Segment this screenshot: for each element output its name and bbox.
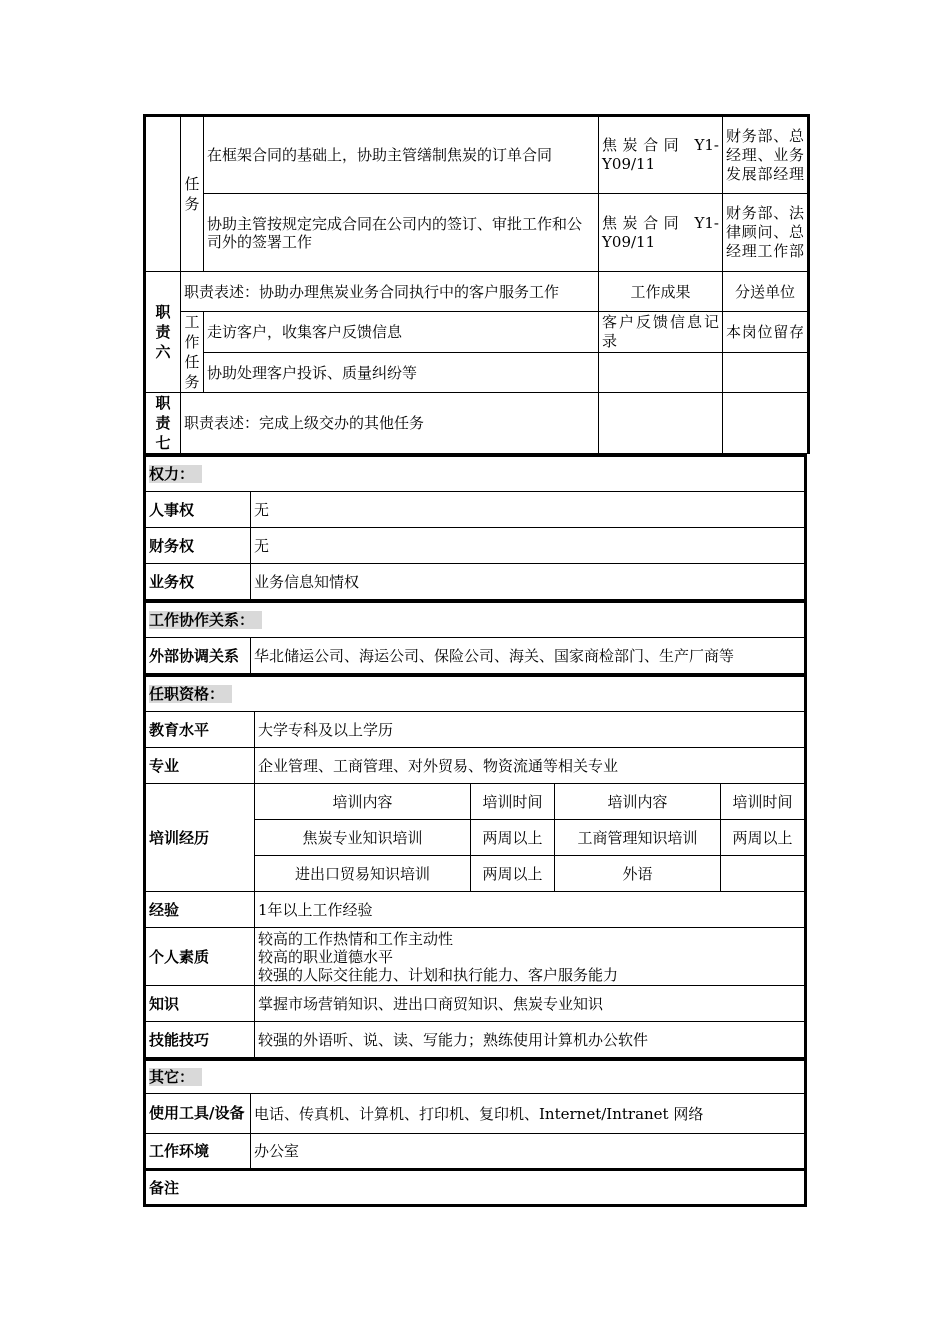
relations-table (143, 600, 807, 674)
other-table (143, 1058, 807, 1207)
major-value: 企业管理、工商管理、对外贸易、物资流通等相关专业 (255, 748, 806, 784)
environment-value: 办公室 (251, 1134, 806, 1170)
duty6-label: 职责六 (145, 272, 181, 393)
training-cell-time: 两周以上 (471, 820, 555, 856)
duty7-label: 职责七 (145, 393, 181, 454)
duty7-statement: 职责表述：完成上级交办的其他任务 (181, 393, 599, 454)
authority-label: 人事权 (145, 492, 251, 528)
training-header: 培训内容 (255, 784, 471, 820)
training-cell (255, 784, 806, 892)
skills-value: 较强的外语听、说、读、写能力；熟练使用计算机办公软件 (255, 1022, 806, 1058)
personal-label: 个人素质 (145, 928, 255, 986)
major-label: 专业 (145, 748, 255, 784)
personal-line: 较强的人际交往能力、计划和执行能力、客户服务能力 (258, 965, 619, 984)
personal-value (255, 928, 806, 986)
authority-value: 无 (251, 528, 806, 564)
qualifications-table (143, 674, 807, 1058)
remarks-label: 备注 (145, 1170, 806, 1206)
task-output: 焦炭合同 Y1-Y09/11 (599, 194, 723, 272)
duties-table (143, 114, 810, 454)
training-cell-content: 外语 (555, 856, 721, 892)
authority-label: 财务权 (145, 528, 251, 564)
training-cell-time: 两周以上 (721, 820, 805, 856)
training-header: 培训时间 (721, 784, 805, 820)
col-dist-header: 分送单位 (723, 272, 809, 312)
training-header: 培训时间 (471, 784, 555, 820)
training-cell-time (721, 856, 805, 892)
training-cell-content: 工商管理知识培训 (555, 820, 721, 856)
relations-section-title: 工作协作关系： (145, 602, 806, 638)
task-dist: 本岗位留存 (723, 312, 809, 353)
tools-value: 电话、传真机、计算机、打印机、复印机、Internet/Intranet 网络 (251, 1094, 806, 1134)
personal-line: 较高的工作热情和工作主动性 (258, 929, 454, 948)
skills-label: 技能技巧 (145, 1022, 255, 1058)
task-label: 任务 (181, 116, 204, 272)
duty-label-cell (145, 116, 181, 272)
authority-value: 无 (251, 492, 806, 528)
duty7-dist (723, 393, 809, 454)
task-output (599, 353, 723, 393)
duty6-task-label: 工作任务 (181, 312, 204, 393)
task-desc: 协助处理客户投诉、质量纠纷等 (204, 353, 599, 393)
authority-section-title: 权力： (145, 456, 806, 492)
task-desc: 走访客户，收集客户反馈信息 (204, 312, 599, 353)
environment-label: 工作环境 (145, 1134, 251, 1170)
task-dist: 财务部、法律顾问、总经理工作部 (723, 194, 809, 272)
education-label: 教育水平 (145, 712, 255, 748)
education-value: 大学专科及以上学历 (255, 712, 806, 748)
authority-label: 业务权 (145, 564, 251, 600)
training-header: 培训内容 (555, 784, 721, 820)
col-output-header: 工作成果 (599, 272, 723, 312)
relations-label: 外部协调关系 (145, 638, 251, 674)
task-dist: 财务部、总经理、业务发展部经理 (723, 116, 809, 194)
knowledge-label: 知识 (145, 986, 255, 1022)
training-cell-content: 焦炭专业知识培训 (255, 820, 471, 856)
authority-value: 业务信息知情权 (251, 564, 806, 600)
personal-line: 较高的职业道德水平 (258, 947, 394, 966)
relations-value: 华北储运公司、海运公司、保险公司、海关、国家商检部门、生产厂商等 (251, 638, 806, 674)
task-output: 客户反馈信息记录 (599, 312, 723, 353)
tools-label: 使用工具/设备 (145, 1094, 251, 1134)
task-output: 焦炭合同 Y1-Y09/11 (599, 116, 723, 194)
task-dist (723, 353, 809, 393)
duty6-statement: 职责表述：协助办理焦炭业务合同执行中的客户服务工作 (181, 272, 599, 312)
training-cell-content: 进出口贸易知识培训 (255, 856, 471, 892)
task-desc: 协助主管按规定完成合同在公司内的签订、审批工作和公司外的签署工作 (204, 194, 599, 272)
job-description-page (143, 114, 807, 1207)
experience-value: 1年以上工作经验 (255, 892, 806, 928)
knowledge-value: 掌握市场营销知识、进出口商贸知识、焦炭专业知识 (255, 986, 806, 1022)
qualifications-section-title: 任职资格： (145, 676, 806, 712)
duty7-output (599, 393, 723, 454)
training-cell-time: 两周以上 (471, 856, 555, 892)
training-label: 培训经历 (145, 784, 255, 892)
training-subtable (255, 784, 806, 892)
authority-table (143, 454, 807, 600)
other-section-title: 其它： (145, 1060, 806, 1094)
task-desc: 在框架合同的基础上，协助主管缮制焦炭的订单合同 (204, 116, 599, 194)
experience-label: 经验 (145, 892, 255, 928)
